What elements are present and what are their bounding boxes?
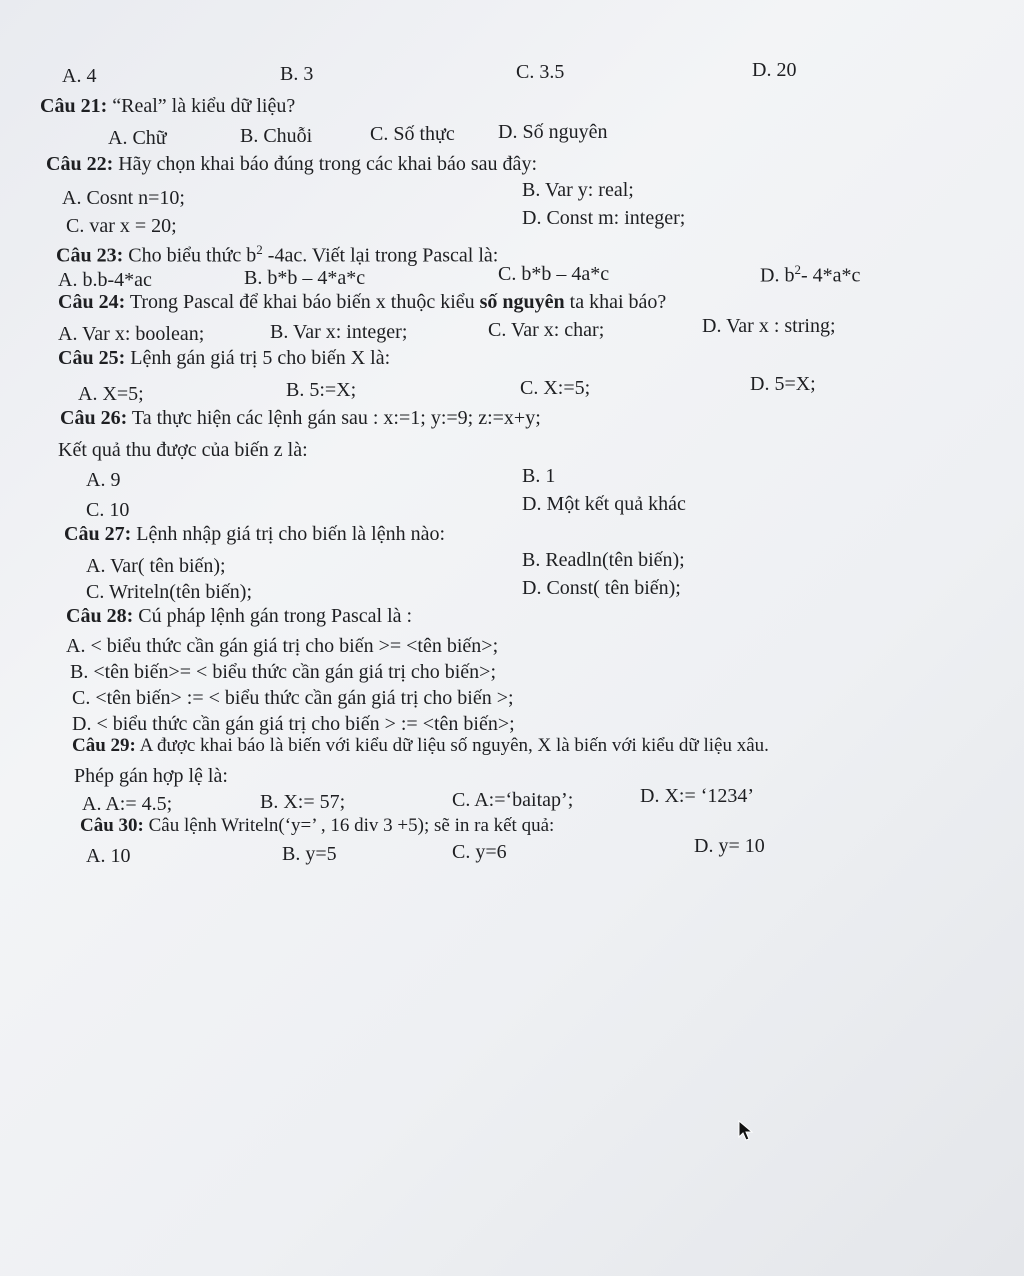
q25-option-b: B. 5:=X;: [286, 379, 357, 401]
q30-option-c: C. y=6: [452, 841, 507, 863]
q27-question: Câu 27: Lệnh nhập giá trị cho biến là lệnh nào:: [64, 523, 446, 545]
q23-option-a: A. b.b-4*ac: [58, 269, 152, 291]
q22-option-d: D. Const m: integer;: [522, 207, 686, 229]
q20-option-c: C. 3.5: [516, 61, 565, 83]
q28-option-d: D. < biểu thức cần gán giá trị cho biến > := <tên biến>;: [72, 713, 515, 735]
q29-option-c: C. A:=‘baitap’;: [452, 789, 574, 811]
q20-option-b: B. 3: [280, 63, 314, 85]
q27-option-a: A. Var( tên biến);: [86, 555, 226, 577]
q22-option-c: C. var x = 20;: [66, 215, 177, 237]
q20-option-d: D. 20: [752, 59, 797, 81]
q23-option-b: B. b*b – 4*a*c: [244, 267, 366, 289]
q24-option-c: C. Var x: char;: [488, 319, 605, 341]
q24-option-a: A. Var x: boolean;: [58, 323, 205, 345]
q28-option-b: B. <tên biến>= < biểu thức cần gán giá trị cho biến>;: [70, 661, 497, 683]
q25-question: Câu 25: Lệnh gán giá trị 5 cho biến X là:: [58, 347, 391, 369]
q30-option-b: B. y=5: [282, 843, 337, 865]
q21-option-d: D. Số nguyên: [498, 121, 608, 143]
q22-option-a: A. Cosnt n=10;: [62, 187, 185, 209]
q23-question: Câu 23: Cho biểu thức $b^2$ -4ac. Viết lại trong Pascal là:: [56, 242, 499, 267]
q21-option-b: B. Chuỗi: [240, 125, 313, 147]
q23-option-c: C. b*b – 4a*c: [498, 263, 610, 285]
q26-option-a: A. 9: [86, 469, 121, 491]
q28-option-c: C. <tên biến> := < biểu thức cần gán giá trị cho biến >;: [72, 687, 514, 709]
q29-question: Câu 29: A được khai báo là biến với kiểu dữ liệu số nguyên, X là biến với kiểu dữ liệu xâu.: [72, 735, 769, 756]
q26-option-b: B. 1: [522, 465, 556, 487]
q23-option-d: D. $b^2-$ 4*a*c: [760, 262, 861, 287]
q26-question: Câu 26: Ta thực hiện các lệnh gán sau : x:=1; y:=9; z:=x+y;: [60, 407, 541, 429]
q27-option-b: B. Readln(tên biến);: [522, 549, 685, 571]
q29-question-line2: Phép gán hợp lệ là:: [74, 765, 228, 787]
q30-question: Câu 30: Câu lệnh Writeln(‘y=’ , 16 div 3 +5); sẽ in ra kết quả:: [80, 815, 555, 836]
q29-option-a: A. A:= 4.5;: [82, 793, 173, 815]
q22-option-b: B. Var y: real;: [522, 179, 634, 201]
q26-option-c: C. 10: [86, 499, 130, 521]
q20-option-a: A. 4: [62, 65, 97, 87]
q30-option-a: A. 10: [86, 845, 131, 867]
q27-option-d: D. Const( tên biến);: [522, 577, 681, 599]
q29-option-d: D. X:= ‘1234’: [640, 785, 755, 807]
q28-question: Câu 28: Cú pháp lệnh gán trong Pascal là :: [66, 605, 413, 627]
q25-option-c: C. X:=5;: [520, 377, 591, 399]
q24-question: Câu 24: Trong Pascal để khai báo biến x thuộc kiểu số nguyên ta khai báo?: [58, 291, 667, 313]
mouse-cursor-icon: [738, 1120, 756, 1142]
q25-option-a: A. X=5;: [78, 383, 144, 405]
q25-option-d: D. 5=X;: [750, 373, 816, 395]
q26-question-line2: Kết quả thu được của biến z là:: [58, 439, 308, 461]
q22-question: Câu 22: Hãy chọn khai báo đúng trong các khai báo sau đây:: [46, 153, 537, 175]
q27-option-c: C. Writeln(tên biến);: [86, 581, 253, 603]
q28-option-a: A. < biểu thức cần gán giá trị cho biến >= <tên biến>;: [66, 635, 499, 657]
q21-option-a: A. Chữ: [108, 127, 167, 149]
q26-option-d: D. Một kết quả khác: [522, 493, 686, 515]
q30-option-d: D. y= 10: [694, 835, 765, 857]
q21-question: Câu 21: “Real” là kiểu dữ liệu?: [40, 95, 296, 117]
q24-option-b: B. Var x: integer;: [270, 321, 408, 343]
q29-option-b: B. X:= 57;: [260, 791, 346, 813]
q24-option-d: D. Var x : string;: [702, 315, 836, 337]
q21-option-c: C. Số thực: [370, 123, 455, 145]
